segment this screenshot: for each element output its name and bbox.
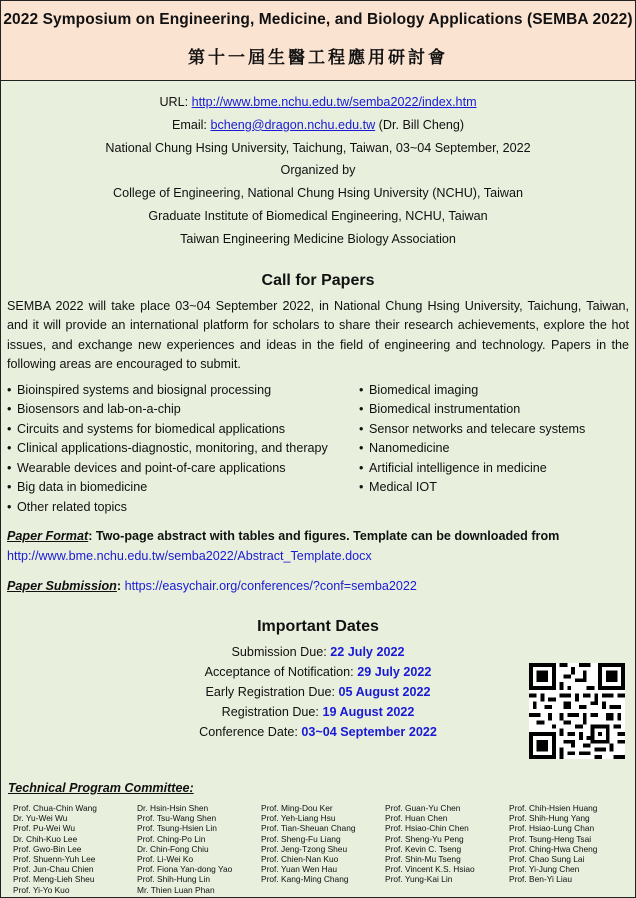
committee-member: Prof. Shin-Mu Tseng <box>385 854 461 865</box>
topic-item: • Other related topics <box>7 498 359 518</box>
date-value: 05 August 2022 <box>338 685 431 700</box>
committee-member: Prof. Meng-Lieh Sheu <box>13 874 95 885</box>
committee-heading: Technical Program Committee: <box>8 781 194 795</box>
committee-member: Prof. Tsung-Heng Tsai <box>509 833 592 844</box>
cfp-heading: Call for Papers <box>261 271 375 289</box>
organizer: Graduate Institute of Biomedical Engineering, NCHU, Taiwan <box>148 208 488 223</box>
committee-member: Prof. Yi-Jung Chen <box>509 864 580 875</box>
topic-item: • Nanomedicine <box>359 439 585 459</box>
email-contact: (Dr. Bill Cheng) <box>375 117 465 132</box>
date-row <box>1 642 635 662</box>
topic-item: • Clinical applications-diagnostic, monitoring, and therapy <box>7 439 359 459</box>
date-label: Acceptance of Notification: <box>204 665 358 680</box>
committee-member: Prof. Tian-Sheuan Chang <box>261 823 356 834</box>
organized-by-label: Organized by <box>280 163 356 178</box>
committee-column <box>137 803 261 895</box>
topic-item: • Biosensors and lab-on-a-chip <box>7 400 359 420</box>
committee-member: Prof. Hsiao-Lung Chan <box>509 823 595 834</box>
committee-member: Prof. Li-Wei Ko <box>137 854 194 865</box>
committee-member: Prof. Hsiao-Chin Chen <box>385 823 469 834</box>
committee-member: Prof. Gwo-Bin Lee <box>13 843 82 854</box>
paper-submission <box>1 577 635 597</box>
topics-left-column <box>7 381 359 518</box>
committee-member: Mr. Thien Luan Phan <box>137 884 215 895</box>
website-link[interactable]: http://www.bme.nchu.edu.tw/semba2022/index.htm <box>191 95 477 109</box>
topic-item: • Artificial intelligence in medicine <box>359 459 585 479</box>
committee-column <box>13 803 137 895</box>
template-link[interactable]: http://www.bme.nchu.edu.tw/semba2022/Abstract_Template.docx <box>7 549 372 564</box>
paper-submission-label: Paper Submission <box>7 578 117 593</box>
committee-member: Prof. Kang-Ming Chang <box>261 874 349 885</box>
committee-member: Prof. Ching-Po Lin <box>137 833 206 844</box>
committee-member: Prof. Shih-Hung Yang <box>509 813 590 824</box>
date-value: 29 July 2022 <box>357 665 432 680</box>
topic-item: • Medical IOT <box>359 478 585 498</box>
poster-chinese-title: 第十一屆生醫工程應用研討會 <box>188 48 448 68</box>
committee-member: Prof. Guan-Yu Chen <box>385 803 461 813</box>
conference-info <box>1 81 635 251</box>
venue-line: National Chung Hsing University, Taichung, Taiwan, 03~04 September, 2022 <box>105 140 531 155</box>
committee-member: Dr. Yu-Wei Wu <box>13 813 68 824</box>
cfp-intro: SEMBA 2022 will take place 03~04 September 2022, in National Chung Hsing University, Taichung, Taiwan, and it will provide an international platform for scholars to share their research achievements, explore the hot issues, and exchange new experiences and ideas in the field of engineering and technology. Papers in the following areas are encouraged to submit. <box>7 298 629 372</box>
topic-item: • Big data in biomedicine <box>7 478 359 498</box>
committee-member: Prof. Chien-Nan Kuo <box>261 854 339 865</box>
poster-title: 2022 Symposium on Engineering, Medicine, and Biology Applications (SEMBA 2022) <box>3 11 633 28</box>
committee-member: Prof. Jun-Chau Chien <box>13 864 94 875</box>
topics-right-column <box>359 381 585 518</box>
committee-member: Prof. Pu-Wei Wu <box>13 823 76 834</box>
dates-heading: Important Dates <box>257 618 379 636</box>
committee-member: Dr. Chin-Fong Chiu <box>137 843 209 854</box>
committee-member: Prof. Chua-Chin Wang <box>13 803 97 813</box>
committee-member: Prof. Sheng-Fu Liang <box>261 833 341 844</box>
committee-member: Prof. Shih-Hung Lin <box>137 874 211 885</box>
paper-format-text: : Two-page abstract with tables and figures. Template can be downloaded from <box>88 529 560 544</box>
committee-member: Prof. Vincent K.S. Hsiao <box>385 864 475 875</box>
committee-member: Prof. Tsu-Wang Shen <box>137 813 217 824</box>
email-line <box>1 114 635 137</box>
committee-member: Prof. Tsung-Hsien Lin <box>137 823 217 834</box>
committee-member: Prof. Yeh-Liang Hsu <box>261 813 336 824</box>
qr-code[interactable] <box>529 663 625 759</box>
email-link[interactable]: bcheng@dragon.nchu.edu.tw <box>210 117 376 132</box>
topic-item: • Bioinspired systems and biosignal processing <box>7 381 359 401</box>
committee-member: Prof. Sheng-Yu Peng <box>385 833 464 844</box>
paper-format-label: Paper Format <box>7 529 89 544</box>
topic-item: • Sensor networks and telecare systems <box>359 420 585 440</box>
committee-member: Prof. Shuenn-Yuh Lee <box>13 854 96 865</box>
submission-link[interactable]: https://easychair.org/conferences/?conf=semba2022 <box>124 578 417 593</box>
committee-member: Prof. Ming-Dou Ker <box>261 803 333 813</box>
email-label: Email: <box>171 117 211 132</box>
date-value: 22 July 2022 <box>330 645 405 660</box>
poster-header <box>1 1 635 81</box>
date-label: Conference Date: <box>199 725 302 740</box>
committee-member: Prof. Yuan Wen Hau <box>261 864 338 875</box>
committee-column <box>509 803 633 895</box>
topic-item: • Biomedical instrumentation <box>359 400 585 420</box>
committee-member: Prof. Chih-Hsien Huang <box>509 803 598 813</box>
organizer: College of Engineering, National Chung Hsing University (NCHU), Taiwan <box>113 186 523 201</box>
topic-item: • Circuits and systems for biomedical applications <box>7 420 359 440</box>
paper-format <box>1 527 635 566</box>
date-value: 03~04 September 2022 <box>301 725 437 740</box>
committee-member: Prof. Chao Sung Lai <box>509 854 585 865</box>
topics-list <box>1 381 635 518</box>
paper-submission-sep: : <box>116 578 125 593</box>
date-label: Submission Due: <box>231 645 331 660</box>
committee-member: Prof. Yi-Yo Kuo <box>13 884 70 895</box>
committee-member: Prof. Yung-Kai Lin <box>385 874 453 885</box>
committee-member: Prof. Fiona Yan-dong Yao <box>137 864 233 875</box>
url-line <box>1 91 635 114</box>
date-value: 19 August 2022 <box>322 705 415 720</box>
committee-list <box>13 803 633 895</box>
committee-member: Prof. Huan Chen <box>385 813 448 824</box>
date-label: Early Registration Due: <box>205 685 339 700</box>
topic-item: • Biomedical imaging <box>359 381 585 401</box>
date-label: Registration Due: <box>221 705 323 720</box>
committee-member: Prof. Kevin C. Tseng <box>385 843 462 854</box>
committee-member: Prof. Jeng-Tzong Sheu <box>261 843 348 854</box>
committee-member: Dr. Chih-Kuo Lee <box>13 833 78 844</box>
url-label: URL: <box>159 95 192 109</box>
committee-column <box>261 803 385 895</box>
committee-member: Prof. Ben-Yi Liau <box>509 874 573 885</box>
committee-member: Dr. Hsin-Hsin Shen <box>137 803 209 813</box>
organizer: Taiwan Engineering Medicine Biology Association <box>180 231 456 246</box>
committee-member: Prof. Ching-Hwa Cheng <box>509 843 598 854</box>
topic-item: • Wearable devices and point-of-care applications <box>7 459 359 479</box>
committee-column <box>385 803 509 895</box>
